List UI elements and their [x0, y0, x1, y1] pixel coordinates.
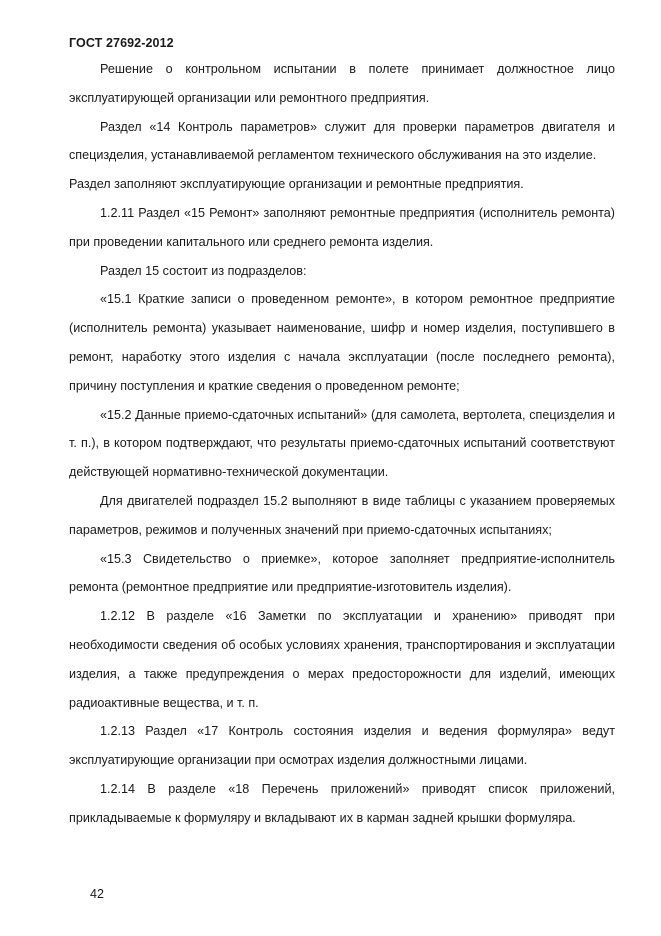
- paragraph: 1.2.12 В разделе «16 Заметки по эксплуатации и хранению» приводят при необходимости сведения об особых условиях хранения, транспортирования и эксплуатации изделия, а также предупреждения о мерах предосторожности для изделий, имеющих радиоактивные вещества, и т. п.: [69, 609, 615, 710]
- paragraph: Решение о контрольном испытании в полете принимает должностное лицо эксплуатирующей организации или ремонтного предприятия.: [69, 62, 615, 105]
- paragraph: 1.2.11 Раздел «15 Ремонт» заполняют ремонтные предприятия (исполнитель ремонта) при проведении капитального или среднего ремонта изделия.: [69, 205, 615, 249]
- document-code-header: ГОСТ 27692-2012: [69, 36, 174, 50]
- paragraph: Раздел 15 состоит из подразделов:: [100, 263, 307, 278]
- paragraph: Для двигателей подраздел 15.2 выполняют в виде таблицы с указанием проверяемых параметров, режимов и полученных значений при приемо-сдаточных испытаниях;: [69, 493, 615, 537]
- paragraph: 1.2.14 В разделе «18 Перечень приложений» приводят список приложений, прикладываемые к формуляру и вкладывают их в карман задней крышки формуляра.: [69, 781, 615, 825]
- paragraph: 1.2.13 Раздел «17 Контроль состояния изделия и ведения формуляра» ведут эксплуатирующие организации при осмотрах изделия должностными лицами.: [69, 724, 615, 768]
- paragraph: «15.3 Свидетельство о приемке», которое заполняет предприятие-исполнитель ремонта (ремонтное предприятие или предприятие-изготовитель изделия).: [69, 551, 615, 595]
- paragraph: Раздел заполняют эксплуатирующие организации и ремонтные предприятия.: [69, 177, 524, 192]
- body-text: [69, 55, 615, 833]
- paragraph: «15.2 Данные приемо-сдаточных испытаний» (для самолета, вертолета, специзделия и т. п.), в котором подтверждают, что результаты приемо-сдаточных испытаний соответствуют действующей нормативно-технической документации.: [69, 407, 615, 480]
- paragraph: «15.1 Краткие записи о проведенном ремонте», в котором ремонтное предприятие (исполнитель ремонта) указывает наименование, шифр и номер изделия, поступившего в ремонт, наработку этого изделия с начала эксплуатации (после последнего ремонта), причину поступления и краткие сведения о проведенном ремонте;: [69, 292, 615, 393]
- page-number: 42: [90, 887, 104, 901]
- paragraph: Раздел «14 Контроль параметров» служит для проверки параметров двигателя и специзделия, устанавливаемой регламентом технического обслуживания на это изделие.: [69, 119, 615, 163]
